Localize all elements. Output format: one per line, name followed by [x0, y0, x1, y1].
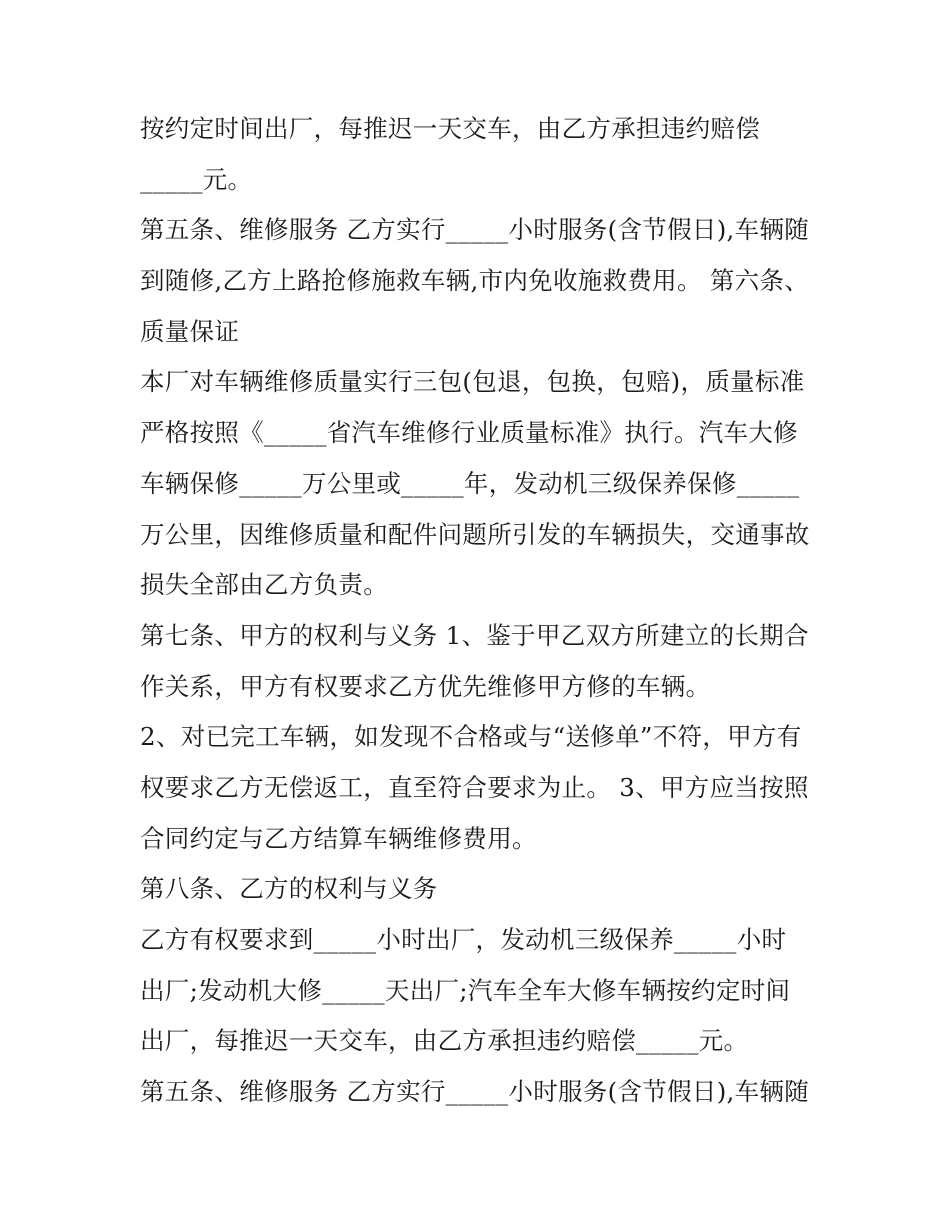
- text-line: 出厂;发动机大修_____天出厂;汽车全车大修车辆按约定时间: [140, 975, 791, 1005]
- text-line: 质量保证: [140, 316, 240, 346]
- text-line: 出厂，每推迟一天交车，由乙方承担违约赔偿_____元。: [140, 1026, 749, 1056]
- text-line: 第七条、甲方的权利与义务 1、鉴于甲乙双方所建立的长期合: [140, 620, 809, 650]
- text-line: 合同约定与乙方结算车辆维修费用。: [140, 823, 537, 853]
- text-line: 万公里，因维修质量和配件问题所引发的车辆损失，交通事故: [140, 519, 810, 549]
- contract-text: [140, 104, 820, 1118]
- text-line: 本厂对车辆维修质量实行三包(包退，包换，包赔)，质量标准: [140, 367, 805, 397]
- text-line: 第五条、维修服务 乙方实行_____小时服务(含节假日),车辆随: [140, 1077, 810, 1107]
- text-line: _____元。: [140, 164, 253, 194]
- text-line: 车辆保修_____万公里或_____年，发动机三级保养保修_____: [140, 468, 800, 498]
- text-line: 第八条、乙方的权利与义务: [140, 874, 438, 904]
- text-line: 到随修,乙方上路抢修施救车辆,市内免收施救费用。 第六条、: [140, 266, 810, 296]
- text-line: 严格按照《_____省汽车维修行业质量标准》执行。汽车大修: [140, 418, 798, 448]
- text-line: 乙方有权要求到_____小时出厂，发动机三级保养_____小时: [140, 925, 787, 954]
- text-line: 权要求乙方无偿返工，直至符合要求为止。 3、甲方应当按照: [140, 772, 809, 802]
- text-line: 作关系，甲方有权要求乙方优先维修甲方修的车辆。: [140, 671, 711, 701]
- text-line: 按约定时间出厂，每推迟一天交车，由乙方承担违约赔偿: [140, 114, 760, 143]
- text-line: 损失全部由乙方负责。: [140, 570, 388, 600]
- text-line: 2、对已完工车辆，如发现不合格或与“送修单”不符，甲方有: [140, 722, 802, 752]
- text-line: 第五条、维修服务 乙方实行_____小时服务(含节假日),车辆随: [140, 215, 810, 245]
